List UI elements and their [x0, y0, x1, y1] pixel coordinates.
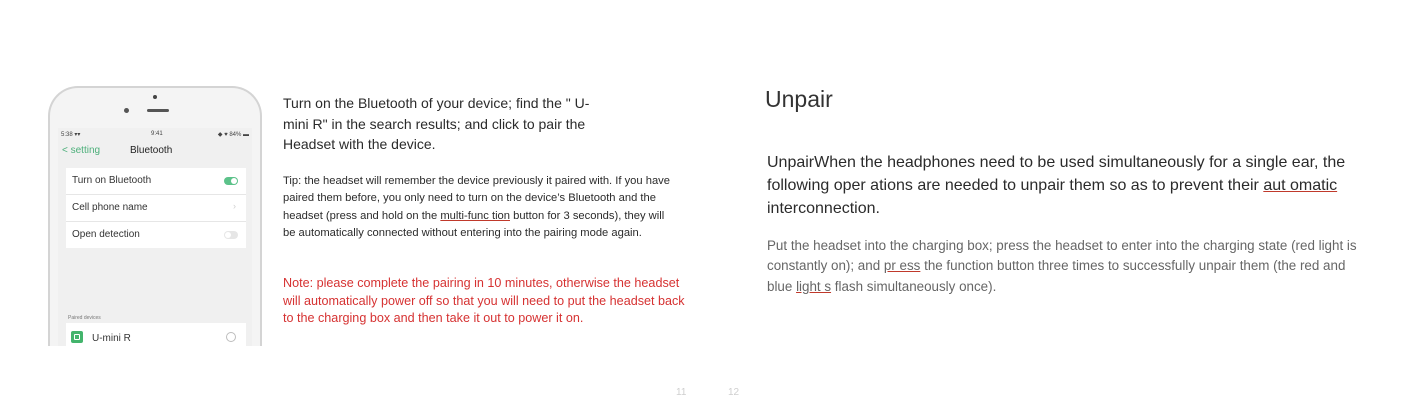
steps-underlined-press: pr ess: [883, 258, 921, 274]
steps-text-a: Put the headset into the charging box; press the headset to enter into the charging state (red light is constantly on); and: [767, 238, 1357, 274]
note-paragraph: Note: please complete the pairing in 10 minutes, otherwise the headset will automatically power off so that you will need to put the headset back to the charging box and then take it out to power it on.: [283, 276, 685, 326]
paired-devices-caption: Paired devices: [68, 315, 101, 321]
tip-underlined-text: multi-func tion: [440, 209, 510, 222]
bluetooth-toggle[interactable]: [224, 177, 238, 185]
device-name: U-mini R: [92, 333, 131, 344]
pairing-instructions: Turn on the Bluetooth of your device; find the " U-mini R" in the search results; and click to pair the Headset with the device.: [283, 95, 590, 152]
info-icon[interactable]: [226, 332, 236, 342]
camera-icon: [124, 108, 129, 113]
device-icon: [71, 331, 83, 343]
tip-text-end: button for 3 seconds), they will be automatically connected without entering into the pairing mode again.: [283, 209, 665, 239]
row-label: Turn on Bluetooth: [72, 175, 152, 186]
page-number-left: 11: [676, 387, 687, 398]
phone-name-row[interactable]: [66, 195, 246, 222]
bluetooth-settings-group: [66, 168, 246, 248]
desc-text: UnpairWhen the headphones need to be used simultaneously for a single ear, the following oper ations are needed to unpair them so as to prevent their: [767, 154, 1346, 194]
open-detection-row[interactable]: [66, 222, 246, 248]
status-battery: ◆ ♥ 84% ▬: [217, 132, 249, 138]
tip-paragraph: [283, 173, 673, 242]
detection-toggle[interactable]: [224, 231, 238, 239]
unpair-description: [767, 151, 1392, 220]
status-signal: 5:38 ▾▾: [61, 132, 81, 138]
desc-text-end: interconnection.: [767, 200, 880, 217]
phone-illustration: [48, 86, 262, 346]
earpiece: [147, 109, 169, 112]
section-title: Unpair: [765, 86, 833, 112]
desc-underlined-text: aut omatic: [1263, 177, 1338, 194]
chevron-right-icon: ›: [233, 201, 236, 211]
paired-devices-group: [66, 323, 246, 346]
steps-text-b: the function button three times to successfully unpair them (the red and blue: [767, 258, 1346, 294]
bluetooth-toggle-row[interactable]: [66, 168, 246, 195]
steps-underlined-lights: light s: [796, 278, 832, 294]
paired-device-row[interactable]: [66, 323, 246, 346]
unpair-steps: [767, 236, 1357, 297]
tip-text: Tip: the headset will remember the device previously it paired with. If you have paired them before, you only need to turn on the device’s Bluetooth and the headset (press and hold on the: [283, 175, 670, 222]
nav-bar: [58, 142, 252, 160]
phone-screen: [58, 128, 252, 346]
status-bar: [61, 131, 249, 140]
status-time: 9:41: [151, 131, 163, 137]
speaker-dot: [153, 95, 157, 99]
screen-title: Bluetooth: [130, 145, 173, 156]
row-label: Cell phone name: [72, 202, 148, 213]
page-number-right: 12: [728, 387, 740, 398]
row-label: Open detection: [72, 229, 140, 240]
back-button[interactable]: < setting: [62, 145, 101, 156]
steps-text-c: flash simultaneously once).: [834, 278, 997, 294]
